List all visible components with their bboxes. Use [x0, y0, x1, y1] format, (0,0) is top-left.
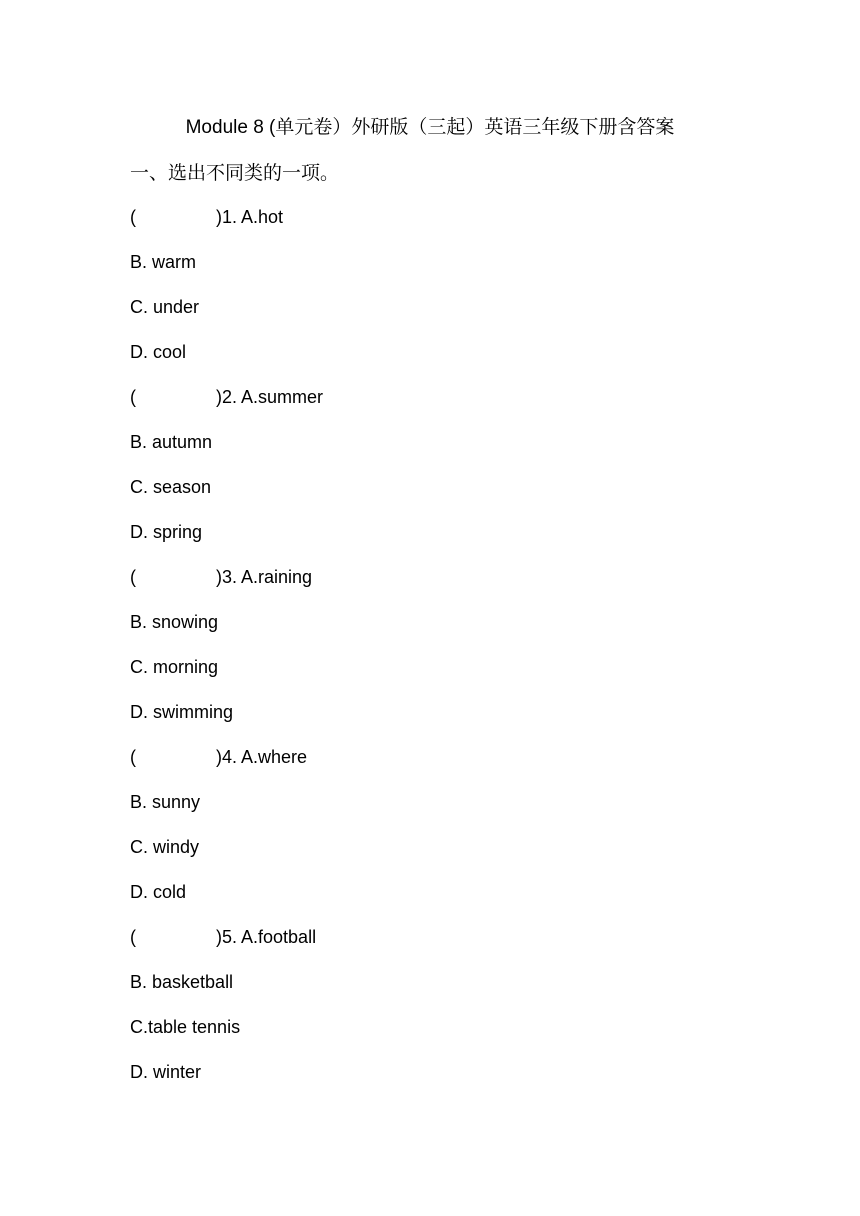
option-d: D. swimming [130, 702, 234, 722]
option-b: B. snowing [130, 612, 219, 632]
question-2 [130, 385, 730, 430]
question-stem: )4. A.where [216, 747, 308, 767]
page-title: Module 8 (单元卷）外研版（三起）英语三年级下册含答案 [185, 117, 675, 138]
option-b: B. sunny [130, 792, 201, 812]
option-b: B. warm [130, 252, 197, 272]
option-c: C. windy [130, 837, 200, 857]
question-stem: )3. A.raining [216, 567, 313, 587]
question-3 [130, 565, 730, 610]
answer-blank: ( [130, 207, 136, 227]
answer-blank: ( [130, 387, 136, 407]
option-c: C. season [130, 477, 212, 497]
question-stem: )2. A.summer [216, 387, 324, 407]
question-stem: )5. A.football [216, 927, 317, 947]
question-stem: )1. A.hot [216, 207, 284, 227]
answer-blank: ( [130, 747, 136, 767]
option-c: C. morning [130, 657, 219, 677]
option-d: D. spring [130, 522, 203, 542]
option-d: D. cold [130, 882, 187, 902]
option-b: B. basketball [130, 972, 234, 992]
option-b: B. autumn [130, 432, 213, 452]
option-d: D. cool [130, 342, 187, 362]
option-d: D. winter [130, 1062, 202, 1082]
question-list [130, 205, 730, 1105]
option-c: C.table tennis [130, 1017, 241, 1037]
option-c: C. under [130, 297, 200, 317]
answer-blank: ( [130, 927, 136, 947]
question-1 [130, 205, 730, 250]
question-5 [130, 925, 730, 970]
question-4 [130, 745, 730, 790]
section-heading: 一、选出不同类的一项。 [130, 162, 340, 184]
answer-blank: ( [130, 567, 136, 587]
